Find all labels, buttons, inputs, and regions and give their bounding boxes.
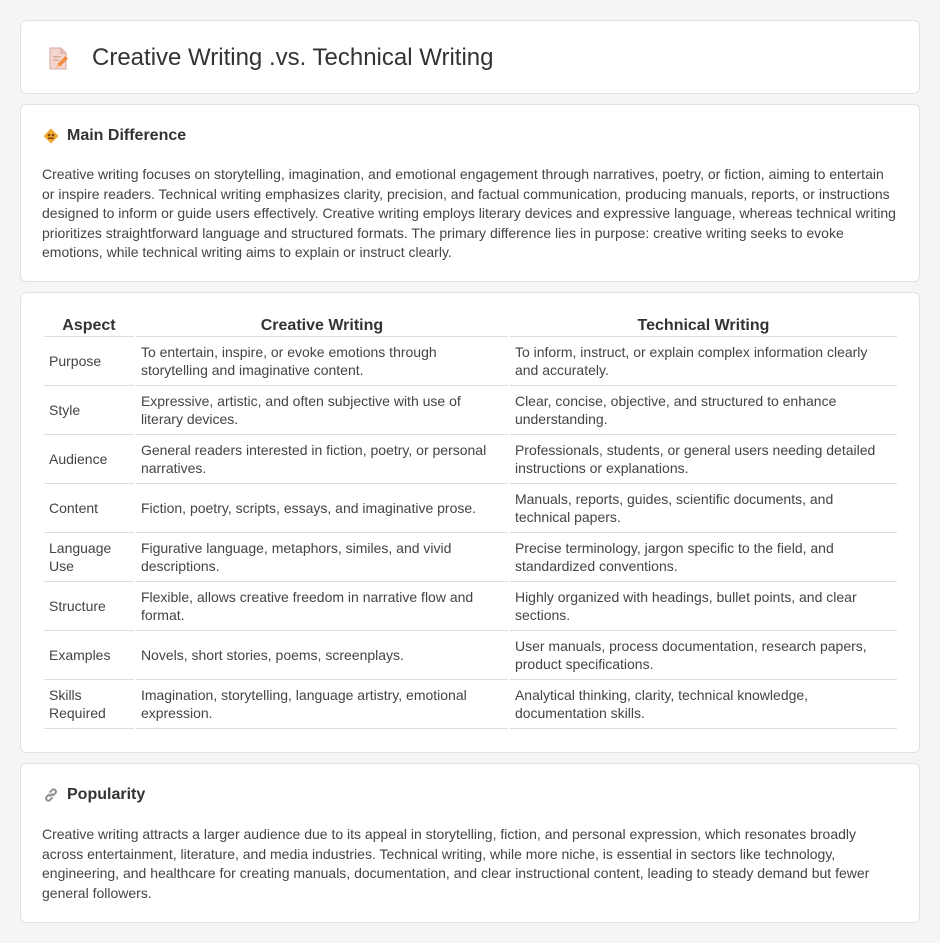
main-difference-text: Creative writing focuses on storytelling, imagination, and emotional engagement through narratives, poetry, or fiction, aiming to entertain or inspire readers. Technical writing emphasizes clarity, precision, and factual communication, producing manuals, reports, or instructions designed to inform or guide users effectively. Creative writing employs literary devices and expressive language, whereas technical writing prioritizes straightforward language and structured formats. The primary difference lies in purpose: creative writing seeks to evoke emotions, while technical writing aims to explain or instruct clearly. bbox=[42, 166, 896, 261]
technical-cell: User manuals, process documentation, research papers, product specifications. bbox=[510, 631, 897, 680]
technical-cell: Analytical thinking, clarity, technical knowledge, documentation skills. bbox=[510, 680, 897, 729]
aspect-cell: Examples bbox=[44, 631, 134, 680]
link-icon bbox=[43, 787, 59, 803]
aspect-cell: Language Use bbox=[44, 533, 134, 582]
creative-cell: To entertain, inspire, or evoke emotions through storytelling and imaginative content. bbox=[136, 337, 508, 386]
table-row bbox=[44, 582, 897, 631]
aspect-cell: Content bbox=[44, 484, 134, 533]
technical-cell: Clear, concise, objective, and structured to enhance understanding. bbox=[510, 386, 897, 435]
document-pencil-icon bbox=[47, 47, 69, 71]
technical-cell: Highly organized with headings, bullet points, and clear sections. bbox=[510, 582, 897, 631]
aspect-cell: Structure bbox=[44, 582, 134, 631]
comparison-table-card bbox=[20, 292, 920, 753]
diamond-icon bbox=[43, 128, 59, 144]
creative-cell: Imagination, storytelling, language artistry, emotional expression. bbox=[136, 680, 508, 729]
popularity-text: Creative writing attracts a larger audience due to its appeal in storytelling, fiction, and personal expression, which resonates broadly across entertainment, literature, and media industries. Technical writing, while more niche, is essential in sectors like technology, engineering, and healthcare for creating manuals, documentation, and clear instructional content, leading to steady demand but fewer general followers. bbox=[42, 826, 870, 901]
header-aspect: Aspect bbox=[44, 316, 134, 337]
technical-cell: Manuals, reports, guides, scientific documents, and technical papers. bbox=[510, 484, 897, 533]
creative-cell: General readers interested in fiction, poetry, or personal narratives. bbox=[136, 435, 508, 484]
technical-cell: Precise terminology, jargon specific to the field, and standardized conventions. bbox=[510, 533, 897, 582]
header-creative-writing: Creative Writing bbox=[136, 316, 508, 337]
creative-cell: Novels, short stories, poems, screenplays. bbox=[136, 631, 508, 680]
popularity-heading bbox=[43, 786, 145, 804]
main-difference-heading bbox=[43, 127, 186, 145]
table-row bbox=[44, 533, 897, 582]
table-row bbox=[44, 386, 897, 435]
aspect-cell: Skills Required bbox=[44, 680, 134, 729]
main-difference-card bbox=[20, 104, 920, 282]
aspect-cell: Style bbox=[44, 386, 134, 435]
creative-cell: Flexible, allows creative freedom in narrative flow and format. bbox=[136, 582, 508, 631]
aspect-cell: Audience bbox=[44, 435, 134, 484]
table-row bbox=[44, 631, 897, 680]
header-technical-writing: Technical Writing bbox=[510, 316, 897, 337]
table-row bbox=[44, 680, 897, 729]
table-row bbox=[44, 337, 897, 386]
popularity-title: Popularity bbox=[67, 786, 146, 803]
creative-cell: Expressive, artistic, and often subjective with use of literary devices. bbox=[136, 386, 508, 435]
creative-cell: Fiction, poetry, scripts, essays, and imaginative prose. bbox=[136, 484, 508, 533]
table-row bbox=[44, 484, 897, 533]
popularity-card bbox=[20, 763, 920, 923]
technical-cell: Professionals, students, or general users needing detailed instructions or explanations. bbox=[510, 435, 897, 484]
table-row bbox=[44, 435, 897, 484]
page-title: Creative Writing .vs. Technical Writing bbox=[92, 44, 494, 71]
table-header-row bbox=[44, 316, 897, 337]
technical-cell: To inform, instruct, or explain complex information clearly and accurately. bbox=[510, 337, 897, 386]
aspect-cell: Purpose bbox=[44, 337, 134, 386]
comparison-table bbox=[42, 316, 899, 729]
creative-cell: Figurative language, metaphors, similes, and vivid descriptions. bbox=[136, 533, 508, 582]
header-card bbox=[20, 20, 920, 94]
main-difference-title: Main Difference bbox=[67, 127, 187, 144]
